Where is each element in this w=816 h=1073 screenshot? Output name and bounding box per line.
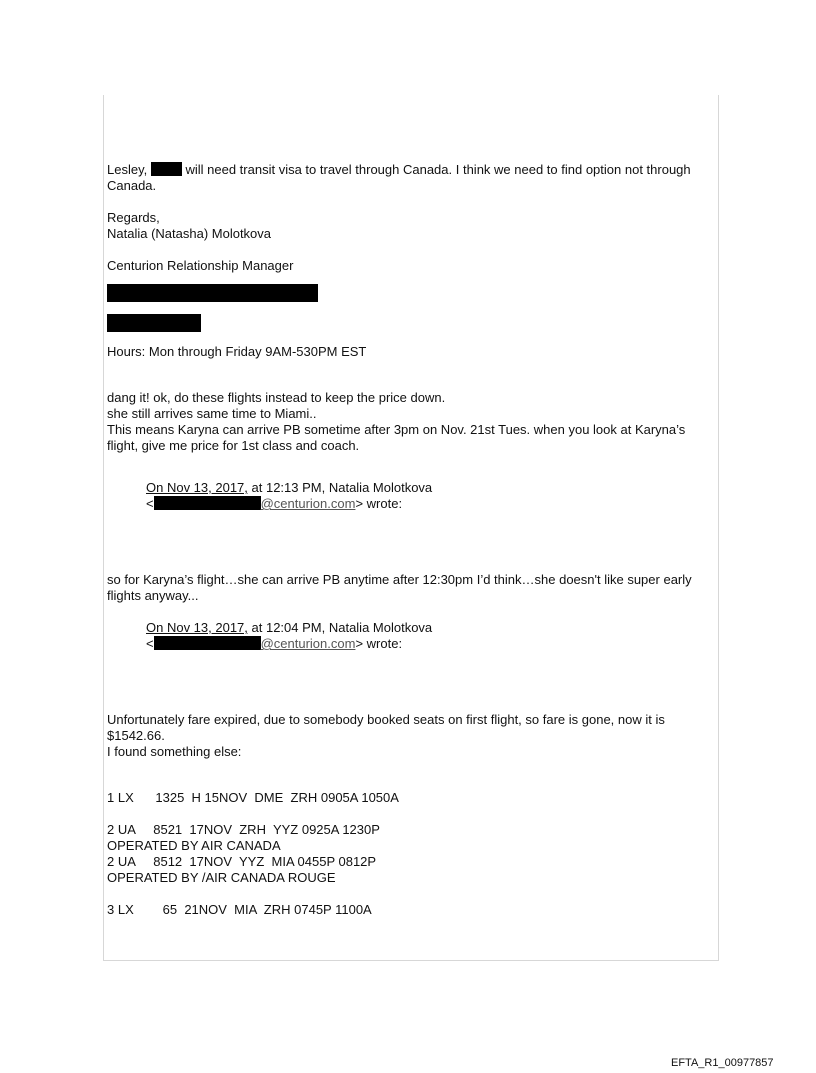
quote-header-2 [146,620,713,652]
email-link[interactable]: @centurion.com [260,496,356,511]
message-1 [107,162,713,194]
quote-date: On Nov 13, 2017, [146,620,248,635]
quote-open: < [146,636,154,651]
message-2-line-2: she still arrives same time to Miami.. [107,406,317,421]
regards: Regards, [107,210,160,225]
message-1-text: will need transit visa to travel through Canada. I think we need to find option not through Canada. [107,162,691,193]
greeting: Lesley, [107,162,148,177]
message-3: so for Karyna’s flight…she can arrive PB anytime after 12:30pm I’d think…she doesn't like super early flights anyway... [107,572,692,603]
email-link[interactable]: @centurion.com [260,636,356,651]
redaction-bar [107,284,318,302]
itinerary-row: OPERATED BY /AIR CANADA ROUGE [107,870,336,885]
quote-wrote: > wrote: [355,496,403,511]
quote-sender: at 12:04 PM, Natalia Molotkova [247,620,433,635]
itinerary-row: 3 LX 65 21NOV MIA ZRH 0745P 1100A [107,902,372,917]
redaction-bar [154,636,261,650]
signer-name: Natalia (Natasha) Molotkova [107,226,272,241]
redaction-bar [107,314,201,332]
itinerary-row: 2 UA 8512 17NOV YYZ MIA 0455P 0812P [107,854,377,869]
message-2-line-3: This means Karyna can arrive PB sometime after 3pm on Nov. 21st Tues. when you look at Karyna’s flight, give me price for 1st class and coach. [107,422,686,453]
quote-open: < [146,496,154,511]
email-body [107,162,713,918]
itinerary-row: OPERATED BY AIR CANADA [107,838,281,853]
message-4-line-1: Unfortunately fare expired, due to somebody booked seats on first flight, so fare is gone, now it is $1542.66. [107,712,665,743]
itinerary-row: 1 LX 1325 H 15NOV DME ZRH 0905A 1050A [107,790,399,805]
document-id: EFTA_R1_00977857 [671,1057,774,1069]
message-4-line-2: I found something else: [107,744,242,759]
signer-title: Centurion Relationship Manager [107,258,294,273]
itinerary-row: 2 UA 8521 17NOV ZRH YYZ 0925A 1230P [107,822,380,837]
quote-wrote: > wrote: [355,636,403,651]
message-2-line-1: dang it! ok, do these flights instead to keep the price down. [107,390,446,405]
redaction-bar [151,162,182,176]
quote-sender: at 12:13 PM, Natalia Molotkova [247,480,433,495]
quote-header-1 [146,480,713,512]
office-hours: Hours: Mon through Friday 9AM-530PM EST [107,344,367,359]
redaction-bar [154,496,261,510]
quote-date: On Nov 13, 2017, [146,480,248,495]
